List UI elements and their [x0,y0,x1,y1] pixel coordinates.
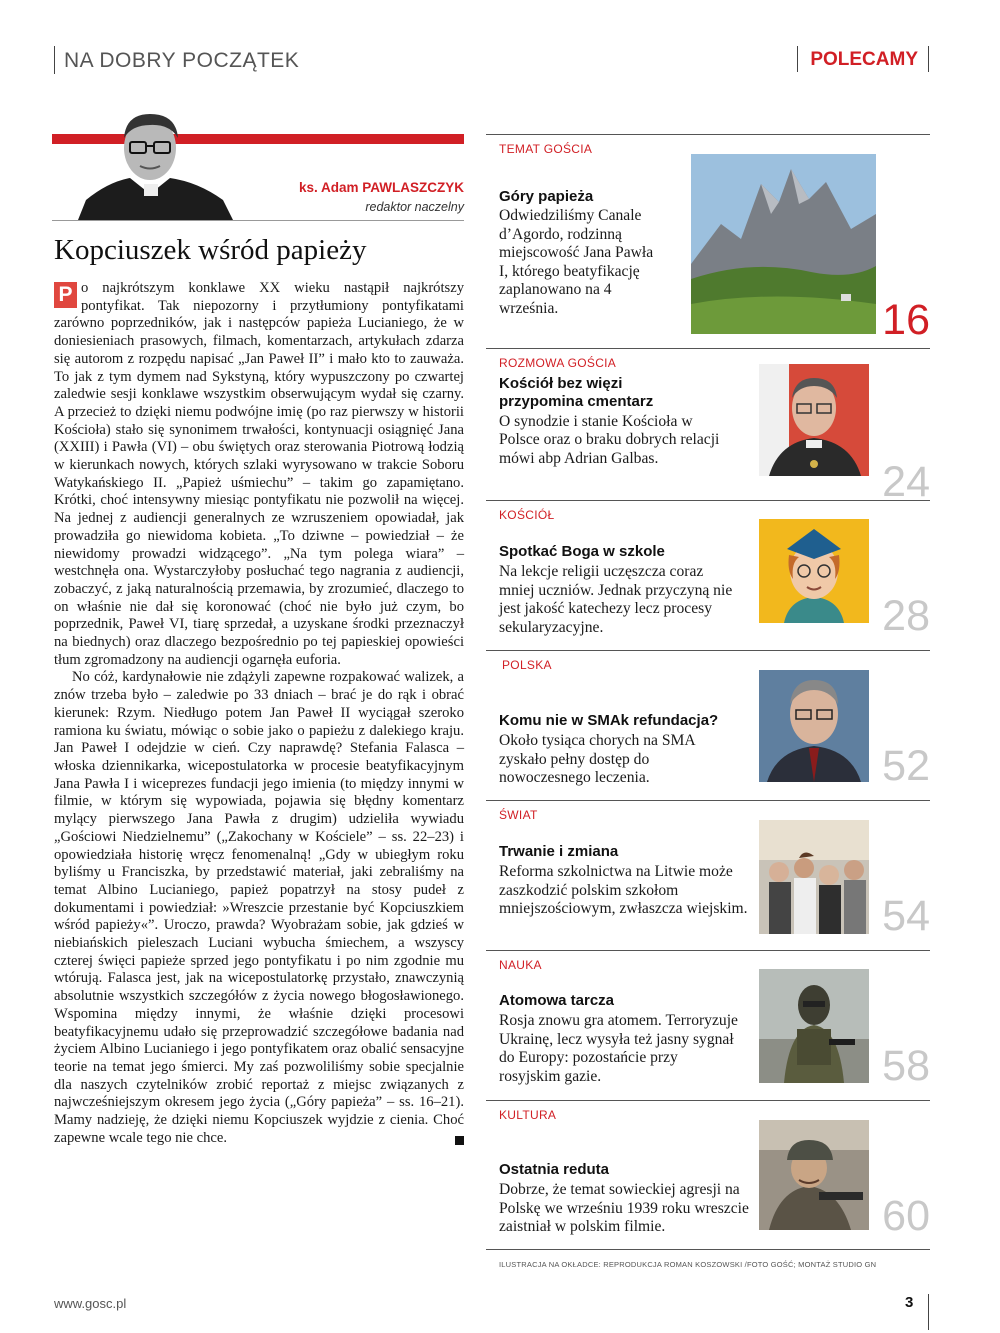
author-role: redaktor naczelny [365,200,464,214]
cover-credit: ILUSTRACJA NA OKŁADCE: REPRODUKCJA ROMAN KOSZOWSKI /FOTO GOŚĆ; MONTAŻ STUDIO GN [499,1260,877,1269]
toc-item[interactable] [486,1100,930,1250]
header-divider [797,46,798,72]
bishop-photo [759,364,869,476]
toc-title: Spotkać Boga w szkole [499,543,665,560]
footer-rule [928,1294,929,1330]
film-soldier-photo [759,1120,869,1230]
soldier-photo [759,969,869,1083]
toc-list [486,134,930,506]
toc-description: Około tysiąca chorych na SMA zyskało pełny dostęp do nowoczesnego leczenia. [499,732,695,787]
toc-description: Na lekcje religii uczęszcza coraz mniej uczniów. Jednak przyczyną nie jest jakość katechezy lecz procesy sekularyzacyjne. [499,563,733,636]
toc-category: ŚWIAT [499,808,538,822]
toc-category: ROZMOWA GOŚCIA [499,355,617,370]
toc-item[interactable] [486,134,930,344]
toc-description: Reforma szkolnictwa na Litwie może zaszkodzić polskim szkołom mniejszościowym, zwłaszcza wiejskim. [499,863,748,918]
header-left-rule [54,46,55,74]
toc-description: Dobrze, że temat sowieckiej agresji na Polskę we wrześniu 1939 roku wreszcie zaistniał w polskim filmie. [499,1181,749,1236]
minister-photo [759,670,869,782]
toc-page-number: 60 [882,1192,930,1240]
page-number: 3 [905,1294,914,1311]
toc-item[interactable] [486,348,930,506]
toc-description: O synodzie i stanie Kościoła w Polsce oraz o braku dobrych relacji mówi abp Adrian Galbas. [499,412,720,467]
section-label: NA DOBRY POCZĄTEK [64,49,300,72]
toc-category: NAUKA [499,958,542,972]
toc-page-number: 58 [882,1042,930,1090]
editorial-body [54,280,464,1147]
author-portrait [78,108,233,220]
toc-category: KOŚCIÓŁ [499,508,555,522]
toc-title: Ostatnia reduta [499,1161,610,1178]
header-right-rule [928,46,929,72]
toc-title: Atomowa tarcza [499,992,615,1009]
toc-title: Komu nie w SMAk refundacja? [499,712,719,729]
toc-item[interactable] [486,800,930,950]
footer-url-link[interactable]: www.gosc.pl [54,1296,127,1311]
toc-page-number: 24 [882,457,930,506]
mountains-photo [691,154,876,334]
toc-description: Rosja znowu gra atomem. Terroryzuje Ukrainę, lecz wysyła też jasny sygnał do Europy: pozostańcie przy rosyjskim gazie. [499,1012,738,1085]
toc-title: Trwanie i zmiana [499,843,619,860]
author-name: ks. Adam PAWLASZCZYK [298,180,464,195]
toc-page-number: 54 [882,892,930,940]
toc-page-number: 16 [882,296,930,344]
editorial-headline: Kopciuszek wśród papieży [54,234,367,266]
editorial-grey-rule [52,220,464,221]
editorial-paragraph: No cóż, kardynałowie nie zdążyli zapewne rozpakować walizek, a znów trzeba było – zaledwie po 33 dniach – brać je do rąk i obrać kierunek: Rzym. Niedługo potem Jan Paweł II wyciągał szeroko ramiona ku światu, mówiąc o sobie jako o papieżu z dalekiego kraju. Jan Paweł I odejdzie w cień. Czy naprawdę? Stefania Falasca – włoska dziennikarka, wicepostulatorka w procesie beatyfikacyjnym Jana Pawła I i wiceprezes fundacji jego imienia (to między innymi w filmie, w którym się wypowiada, pojawia się błędny komentarz mylący pierwszego Jana Pawła z drugim) udzieliła wywiadu „Gościowi Niedzielnemu” („Zakochany w Kościele” – ss. 22–23) i opowiedziała historię wręcz fenomenalną! „Gdy w ubiegłym roku byliśmy u Franciszka, by przedstawić materiał, jaki zebraliśmy na temat Albino Lucianiego, papież popatrzył na stosy pudeł z dokumentami i powiedział: »Wreszcie przestanie być Kopciuszkiem wśród papieży«”. Uroczo, prawda? Wyobrażam sobie, jak gdzieś w niebiańskich pieleszach Luciani wybucha śmiechem, a wszyscy czterej święci papieże sprzed jego pontyfikatu i po nim zgodnie mu wtórują. Falasca jest, jak na wicepostulatorkę przystało, znawczynią absolutnie wszystkich szczegółów z życia nowego błogosławionego. Wspomina między innymi, że właśnie dzięki procesowi beatyfikacyjnemu udało się przeprowadzić szczegółowe badania nad życiem Albino Lucianiego i jego pontyfikatem oraz obalić sensacyjne teorie na temat jego śmierci. My zaś pozwoliliśmy sobie specjalnie dla naszych czytelników zrobić reportaż z miejsc związanych z najwcześniejszym okresem jego życia („Góry papieża” – ss. 16–21). Mamy nadzieję, że dzięki niemu Kopciuszek wyjdzie z cienia. Choć zapewne wcale tego nie chce. [54,669,464,1146]
recommend-label: POLECAMY [810,49,918,70]
students-photo [759,820,869,934]
toc-category: KULTURA [499,1108,557,1122]
editorial-paragraph: P o najkrótszym konklawe XX wieku nastąpił najkrótszy pontyfikat. Tak niepozorny i przytłumiony pontyfikatami zarówno poprzedników, jak i następców papieża Lucianiego, że w doniesieniach prasowych, filmach, komentarzach, artykułach zdarza się autorom z rozpędu napisać „Jan Paweł II” i mało kto to zauważa. To jak z tym dymem nad Sykstyną, który wypuszczony po czwartej zaledwie sesji konklawe wszystkim obserwującym wydał się czarny. A przecież to dzięki niemu podwójne imię (po raz pierwszy w historii Kościoła) stało się synonimem trwałości, kontynuacji osiągnięć Jana (XXIII) i Pawła (VI) – obu świętych oraz sterowania Piotrową łodzią w kierunkach nowych, których szlaki wyrysowano w trakcie Soboru Watykańskiego II. „Papież uśmiechu” – takim go zapamiętano. Krótki, choć intensywny miesiąc pontyfikatu nie pozwolił na więcej. Na jednej z audiencji generalnych ze wzruszeniem opowiadał, jak prowadziła go niewidoma kobieta. „To dziwne – powiedział – że niewidomy prowadzi widzącego”. „Na tym polega wiara” – westchnęła ona. Wystarczyłoby posłuchać tego nagrania z audiencji, zobaczyć, z jaką naturalnością przemawia, by zrozumieć, dlaczego to on właśnie nie dał się koronować (choć nie było już czym, bo poprzednik, Paweł VI, tiarę sprzedał, a uzyskane środki przeznaczył na biednych) oraz dlaczego bezpośrednio po tej papieskiej opowieści tłum zgromadzony na audiencji ogarnęła euforia. [54,280,464,668]
toc-page-number: 28 [882,592,930,640]
toc-item[interactable] [486,950,930,1100]
toc-title: Kościół bez więzi przypomina cmentarz [499,374,654,410]
toc-description: Odwiedziliśmy Canale d’Agordo, rodzinną miejscowość Jana Pawła I, którego beatyfikację zaplanowano na 4 września. [499,207,654,317]
toc-item[interactable] [486,650,930,800]
end-mark-icon [455,1136,464,1145]
toc-category: POLSKA [502,658,552,672]
toc-page-number: 52 [882,742,930,790]
toc-title: Góry papieża [499,188,594,205]
drop-cap: P [54,282,77,308]
toc-category: TEMAT GOŚCIA [499,142,593,156]
child-with-book-photo [759,519,869,623]
toc-item[interactable] [486,500,930,650]
